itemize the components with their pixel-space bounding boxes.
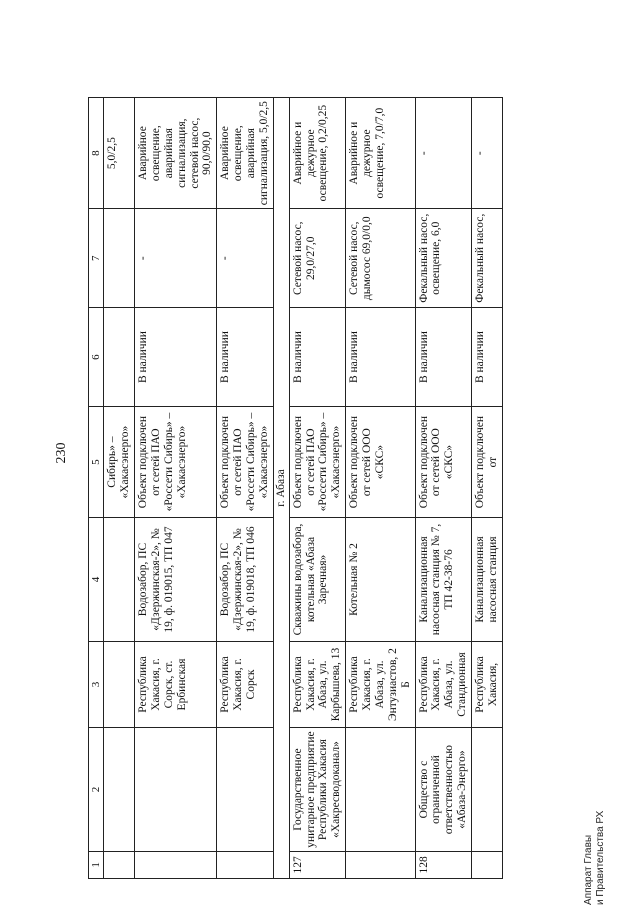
table-row xyxy=(104,98,135,879)
cell-connection: Объект подключен от сетей ПАО «Россети Сибирь» – «Хакасэнерго» xyxy=(289,407,346,518)
cell-object: Водозабор, ПС «Дзержинская-2», № 19, ф. 019018, ТП 046 xyxy=(217,518,274,642)
table-row xyxy=(217,98,274,879)
cell-number xyxy=(346,851,415,878)
cell-object: Водозабор, ПС «Дзержинская-2», № 19, ф. 019015, ТП 047 xyxy=(135,518,217,642)
cell-emergency: Аварийное освещение, аварийная сигнализация, 5,0/2,5 xyxy=(217,98,274,209)
cell-equipment: - xyxy=(217,209,274,308)
cell-availability: В наличии xyxy=(415,308,472,407)
cell-emergency: - xyxy=(472,98,503,209)
cell-object xyxy=(104,518,135,642)
city-heading: г. Абаза xyxy=(273,98,289,879)
cell-equipment: - xyxy=(135,209,217,308)
cell-connection: Сибирь» – «Хакасэнерго» xyxy=(104,407,135,518)
cell-address: Республика Хакасия, г. Сорск, ст. Ербинская xyxy=(135,641,217,728)
cell-equipment: Сетевой насос, дымосос 69,0/0,0 xyxy=(346,209,415,308)
cell-address xyxy=(104,641,135,728)
cell-address: Республика Хакасия, г. Сорск xyxy=(217,641,274,728)
table-row xyxy=(472,98,503,879)
cell-connection: Объект подключен от сетей ПАО «Россети Сибирь» – «Хакасэнерго» xyxy=(135,407,217,518)
cell-address: Республика Хакасия, г. Абаза, ул. Карбышева, 13 xyxy=(289,641,346,728)
col-number-1: 1 xyxy=(89,851,104,878)
cell-equipment: Сетевой насос, 29,0/27,0 xyxy=(289,209,346,308)
col-number-2: 2 xyxy=(89,728,104,852)
col-number-8: 8 xyxy=(89,98,104,209)
cell-availability: В наличии xyxy=(289,308,346,407)
cell-organization xyxy=(346,728,415,852)
cell-connection: Объект подключен от xyxy=(472,407,503,518)
col-number-6: 6 xyxy=(89,308,104,407)
cell-number xyxy=(104,851,135,878)
cell-number xyxy=(135,851,217,878)
col-number-4: 4 xyxy=(89,518,104,642)
table-row xyxy=(346,98,415,879)
cell-organization xyxy=(472,728,503,852)
cell-object: Котельная № 2 xyxy=(346,518,415,642)
cell-equipment: Фекальный насос, xyxy=(472,209,503,308)
cell-number: 127 xyxy=(289,851,346,878)
cell-connection: Объект подключен от сетей ООО «СКС» xyxy=(415,407,472,518)
table-row xyxy=(289,98,346,879)
cell-number: 128 xyxy=(415,851,472,878)
cell-availability: В наличии xyxy=(217,308,274,407)
cell-availability: В наличии xyxy=(472,308,503,407)
city-row xyxy=(273,98,289,879)
cell-availability: В наличии xyxy=(346,308,415,407)
cell-organization xyxy=(104,728,135,852)
cell-equipment xyxy=(104,209,135,308)
stamp-line-2: и Правительства РХ xyxy=(595,810,606,905)
cell-emergency: Аварийное и дежурное освещение, 7,0/7,0 xyxy=(346,98,415,209)
page-number: 230 xyxy=(54,442,69,464)
cell-number xyxy=(472,851,503,878)
cell-address: Республика Хакасия, г. Абаза, ул. Стандионная xyxy=(415,641,472,728)
col-number-3: 3 xyxy=(89,641,104,728)
cell-equipment: Фекальный насос, освещение, 6,0 xyxy=(415,209,472,308)
cell-organization xyxy=(135,728,217,852)
table-row xyxy=(415,98,472,879)
office-stamp xyxy=(583,811,607,905)
cell-object: Канализационная насосная станция № 7, ТП 42-38-76 xyxy=(415,518,472,642)
document-table-rotated xyxy=(88,97,584,879)
col-number-5: 5 xyxy=(89,407,104,518)
cell-emergency: - xyxy=(415,98,472,209)
cell-organization: Общество с ограниченной ответственностью «Абаза-Энерго» xyxy=(415,728,472,852)
cell-availability xyxy=(104,308,135,407)
cell-emergency: Аварийное и дежурное освещение, 0,2/0,25 xyxy=(289,98,346,209)
cell-object: Канализационная насосная станция xyxy=(472,518,503,642)
cell-organization xyxy=(217,728,274,852)
col-number-7: 7 xyxy=(89,209,104,308)
cell-emergency: 5,0/2,5 xyxy=(104,98,135,209)
stamp-line-1: Аппарат Главы xyxy=(583,834,594,905)
cell-connection: Объект подключен от сетей ПАО «Россети Сибирь» – «Хакасэнерго» xyxy=(217,407,274,518)
cell-address: Республика Хакасия, xyxy=(472,641,503,728)
cell-address: Республика Хакасия, г. Абаза, ул. Энтузиастов, 2 Б xyxy=(346,641,415,728)
table-row xyxy=(135,98,217,879)
cell-availability: В наличии xyxy=(135,308,217,407)
cell-emergency: Аварийное освещение, аварийная сигнализация, сетевой насос, 90,0/90,0 xyxy=(135,98,217,209)
cell-organization: Государственное унитарное предприятие Республики Хакасия «Хакресводоканал» xyxy=(289,728,346,852)
cell-object: Скважины водозабора, котельная «Абаза Заречная» xyxy=(289,518,346,642)
cell-connection: Объект подключен от сетей ООО «СКС» xyxy=(346,407,415,518)
column-number-row xyxy=(89,98,104,879)
cell-number xyxy=(217,851,274,878)
infrastructure-table xyxy=(88,97,503,879)
